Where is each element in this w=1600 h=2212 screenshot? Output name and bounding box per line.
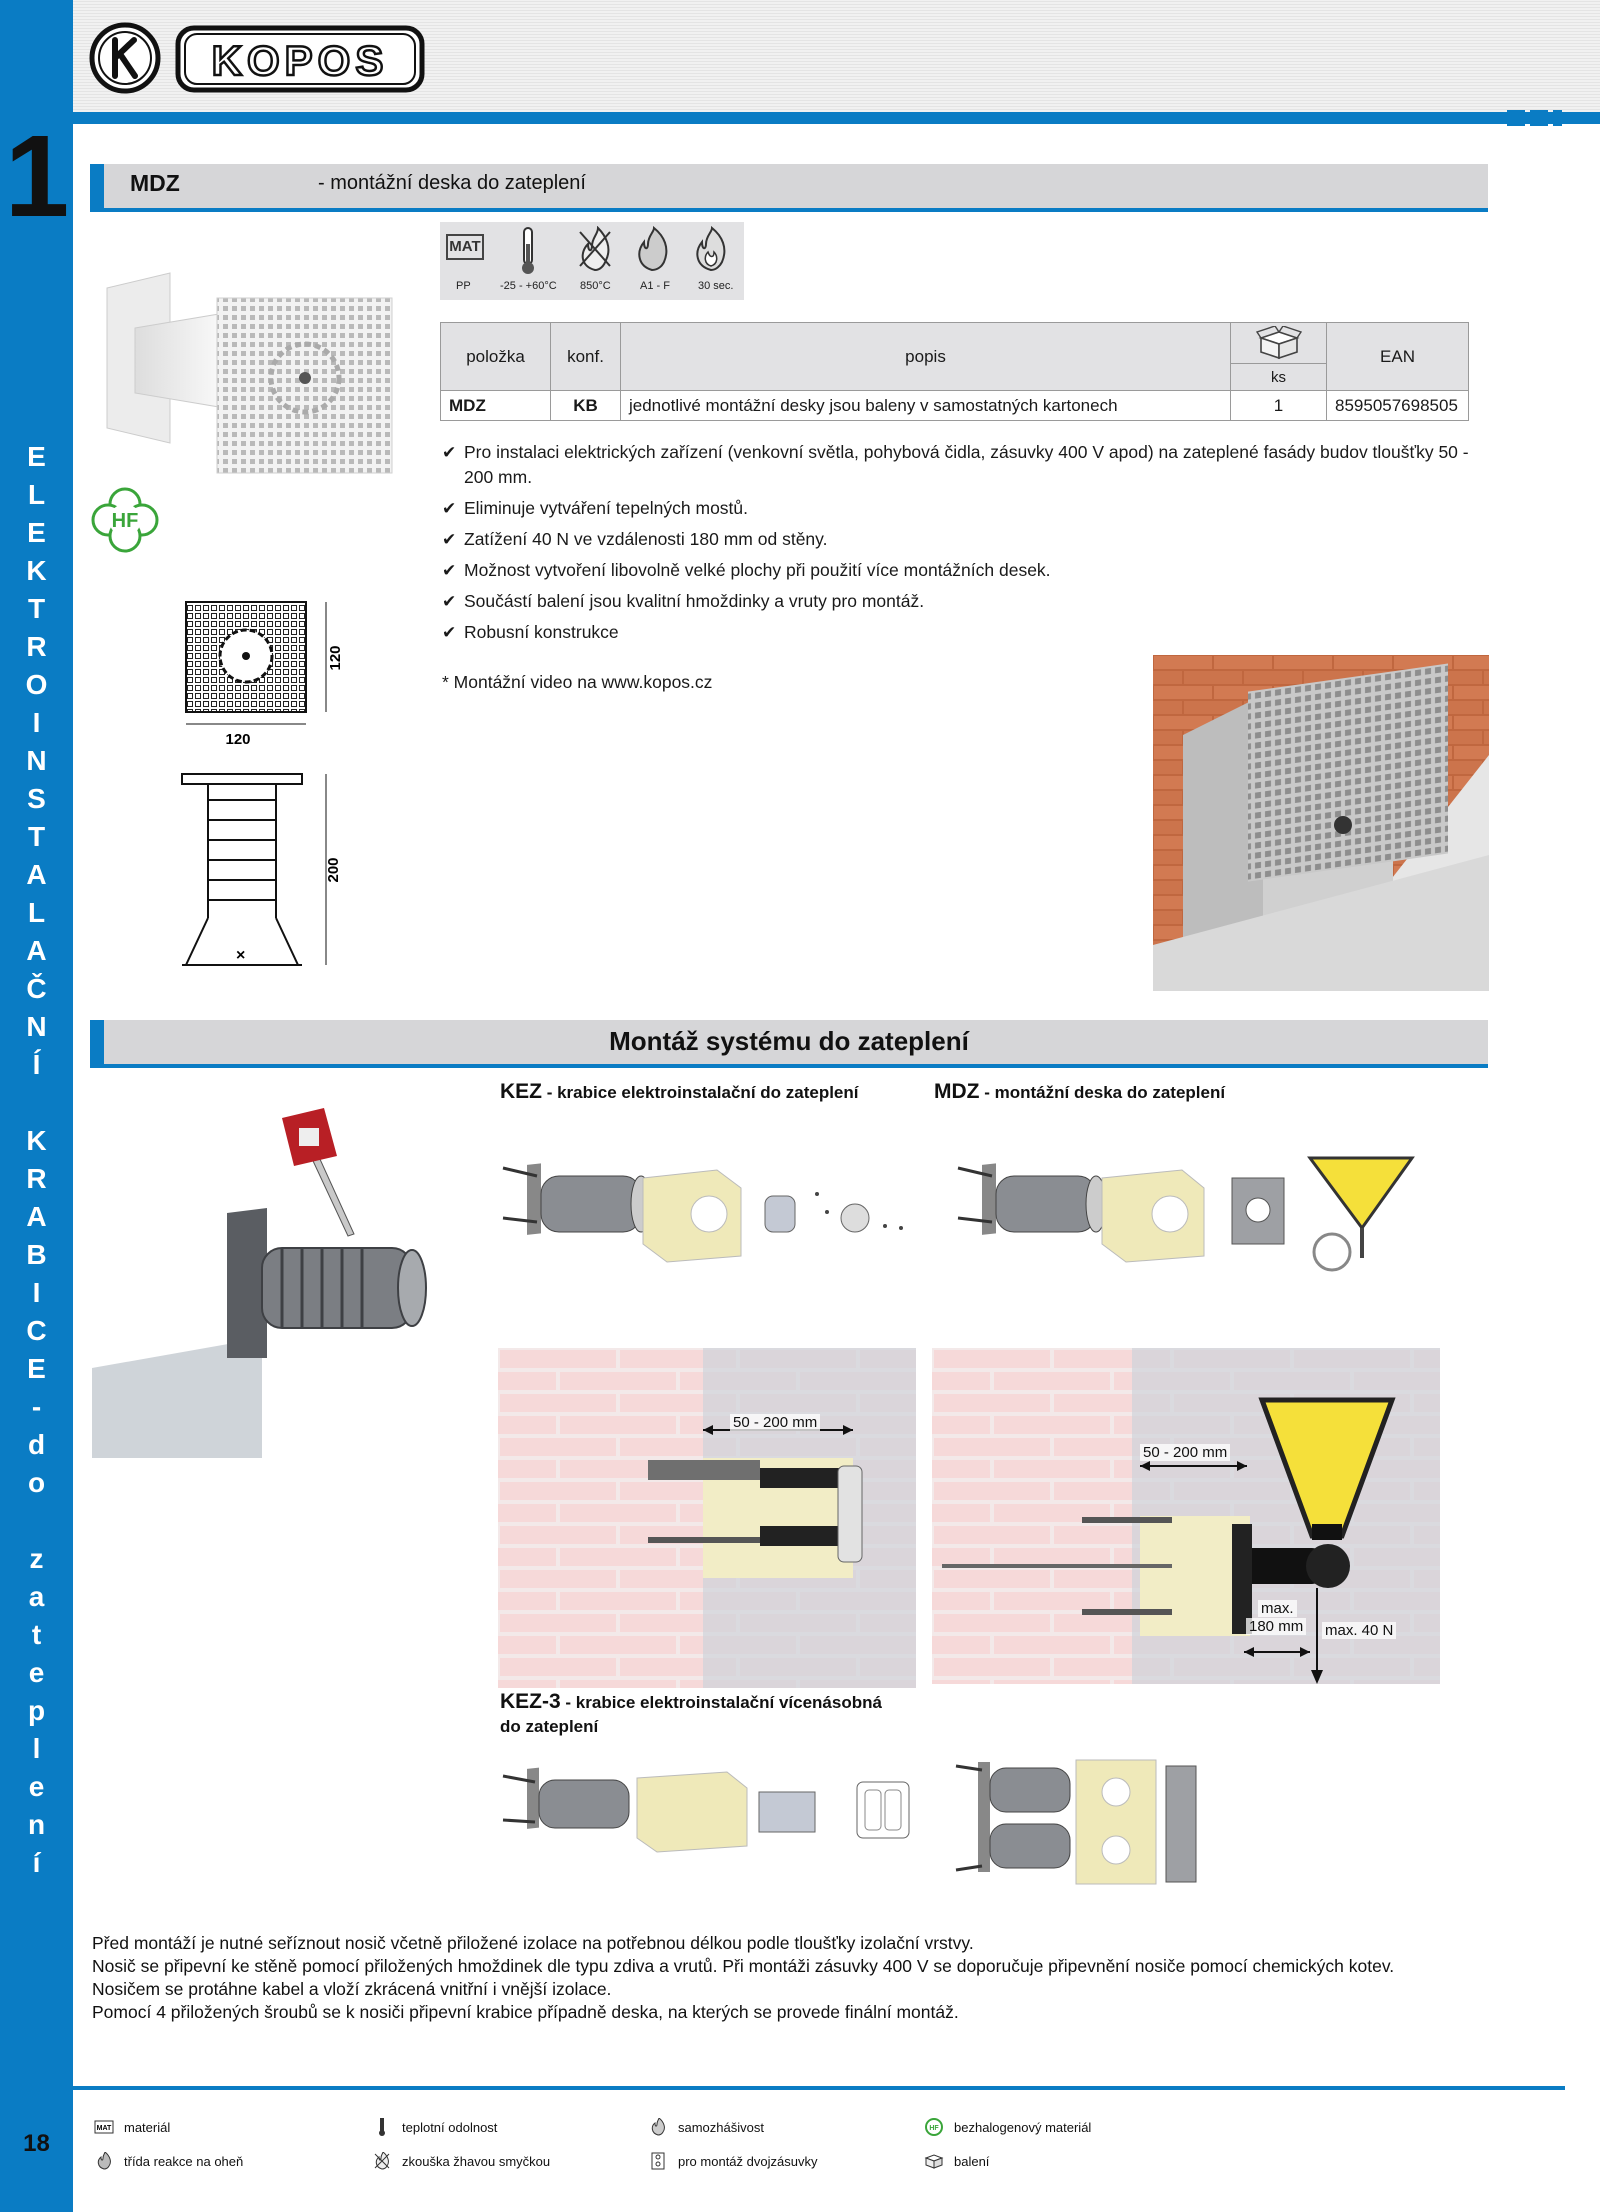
col-desc: popis: [621, 323, 1231, 391]
installed-photo: [1153, 655, 1489, 991]
sidebar-letter: e: [28, 1657, 45, 1688]
sidebar-letter: K: [26, 1125, 47, 1156]
mat-icon: [94, 2118, 114, 2136]
top-view-drawing: [178, 596, 348, 756]
sidebar-letter: í: [32, 1847, 41, 1878]
feature-list: [442, 440, 1492, 651]
material-value: PP: [456, 280, 471, 292]
svg-text:HF: HF: [929, 2125, 939, 2132]
hf-badge-text: HF: [111, 510, 139, 532]
product-table: [440, 322, 1469, 421]
fire-class-icon: [94, 2152, 114, 2170]
cell-conf: KB: [551, 391, 621, 421]
table-row: [441, 391, 1469, 421]
feature-item: ✔ Eliminuje vytváření tepelných mostů.: [442, 496, 1492, 521]
package-icon: [924, 2152, 944, 2170]
side-view-drawing: [178, 770, 348, 980]
double-socket-icon: [648, 2152, 668, 2170]
kez3-title: KEZ-3 - krabice elektroinstalační vícenásobná do zateplení: [500, 1690, 882, 1736]
sidebar-letter: S: [27, 783, 46, 814]
sidebar-letter: T: [27, 593, 46, 624]
header-rule: [73, 112, 1600, 124]
legend-material: MAT materiál: [94, 2118, 170, 2136]
assembly-title: Montáž systému do zateplení: [609, 1026, 969, 1056]
width-dimension: 120: [225, 731, 251, 748]
checkmark-icon: ✔: [442, 561, 457, 580]
max-distance-label: 180 mm: [1246, 1618, 1306, 1635]
sidebar-letter: R: [26, 1163, 47, 1194]
sidebar-letter: a: [28, 1581, 45, 1612]
feature-item: ✔ Pro instalaci elektrických zařízení (venkovní světla, pohybová čidla, zásuvky 400 V apod) na zateplené fasády budov tloušťky 50 - 200 mm.: [442, 442, 1469, 487]
sidebar-letter: A: [26, 859, 47, 890]
feature-item: ✔ Součástí balení jsou kvalitní hmoždinky a vruty pro montáž.: [442, 589, 1492, 614]
feature-item: ✔ Robusní konstrukce: [442, 620, 1492, 645]
col-conf: konf.: [551, 323, 621, 391]
svg-text:MAT: MAT: [96, 2125, 112, 2132]
sidebar-letter: z: [29, 1543, 44, 1574]
product-description: - montážní deska do zateplení: [318, 172, 586, 194]
sidebar-letter: -: [31, 1391, 42, 1422]
glow-wire-temp: 850°C: [580, 280, 611, 292]
kez-exploded-view: [497, 1148, 917, 1278]
sidebar-letter: A: [26, 1201, 47, 1232]
sidebar-letter: E: [27, 1353, 46, 1384]
fire-class-icon: [632, 226, 672, 272]
sidebar-letter: O: [25, 669, 48, 700]
sidebar-letter: K: [26, 555, 47, 586]
sidebar-letter: L: [27, 897, 46, 928]
col-qty: ks: [1231, 364, 1327, 391]
checkmark-icon: ✔: [442, 592, 457, 611]
sidebar-letter: l: [32, 1733, 41, 1764]
mdz-exploded-view: [952, 1148, 1422, 1308]
mdz-double-exploded-view: [952, 1752, 1212, 1892]
range-label-kez: 50 - 200 mm: [730, 1414, 820, 1431]
brand-logo: [88, 20, 428, 96]
self-extinguish-time: 30 sec.: [698, 280, 734, 292]
sidebar-letter: A: [26, 935, 47, 966]
sidebar-letter: B: [26, 1239, 47, 1270]
height-dimension: 120: [327, 645, 344, 671]
sidebar-title: [0, 438, 73, 1882]
cell-ean: 8595057698505: [1327, 391, 1469, 421]
sidebar-letter: I: [32, 1277, 41, 1308]
sidebar-letter: E: [27, 441, 46, 472]
package-icon-cell: [1231, 323, 1327, 364]
legend-halogen-free: HF bezhalogenový materiál: [924, 2118, 1091, 2136]
header-squares: [1507, 110, 1562, 126]
checkmark-icon: ✔: [442, 623, 457, 642]
material-icon-strip: [440, 222, 744, 300]
chapter-number: 1: [4, 111, 64, 241]
checkmark-icon: ✔: [442, 443, 457, 462]
sidebar-letter: Í: [32, 1049, 41, 1080]
cell-qty: 1: [1231, 391, 1327, 421]
thermometer-icon: [516, 226, 540, 276]
fire-class: A1 - F: [640, 280, 670, 292]
legend-self-extinguishing: samozhášivost: [648, 2118, 764, 2136]
carrier-with-cutter-photo: [92, 1108, 472, 1458]
range-label-mdz: 50 - 200 mm: [1140, 1444, 1230, 1461]
feature-item: ✔ Zatížení 40 N ve vzdálenosti 180 mm od stěny.: [442, 527, 1492, 552]
depth-dimension: 200: [325, 857, 342, 883]
legend-package: balení: [924, 2152, 989, 2170]
legend-fire-class: třída reakce na oheň: [94, 2152, 243, 2170]
self-extinguishing-icon: [648, 2118, 668, 2136]
sidebar-letter: N: [26, 1011, 47, 1042]
product-section-bar: [90, 164, 1488, 212]
mat-icon: MAT: [446, 234, 484, 260]
feature-item: ✔ Možnost vytvoření libovolně velké plochy při použití více montážních desek.: [442, 558, 1492, 583]
sidebar-letter: I: [32, 707, 41, 738]
temperature-range: -25 - +60°C: [500, 280, 557, 292]
sidebar-letter: R: [26, 631, 47, 662]
sidebar-letter: o: [27, 1467, 46, 1498]
svg-text:×: ×: [236, 947, 246, 964]
legend-double-socket: pro montáž dvojzásuvky: [648, 2152, 817, 2170]
self-extinguishing-icon: [690, 226, 732, 272]
kez-cross-section: [498, 1348, 916, 1688]
sidebar-letter: N: [26, 745, 47, 776]
glow-wire-icon: [372, 2152, 392, 2170]
col-ean: EAN: [1327, 323, 1469, 391]
sidebar-letter: t: [31, 1619, 42, 1650]
page-number: 18: [23, 2130, 50, 2157]
cell-item: MDZ: [441, 391, 551, 421]
kez-title: KEZ - krabice elektroinstalační do zateplení: [500, 1080, 859, 1103]
video-note: * Montážní video na www.kopos.cz: [442, 672, 713, 692]
sidebar-letter: e: [28, 1771, 45, 1802]
sidebar-letter: n: [27, 1809, 46, 1840]
installation-instructions: Před montáží je nutné seříznout nosič včetně přiložené izolace na potřebnou délkou podle tloušťky izolační vrstvy. Nosič se připevní ke stěně pomocí přiložených hmoždinek dle typu zdiva a vrutů. Při montáži zásuvky 400 V se doporučuje připevnění nosiče pomocí chemických kotev. Nosičem se protáhne kabel a vloží zkrácená vnitřní i vnější izolace. Pomocí 4 přiložených šroubů se k nosiči připevní krabice případně deska, na kterých se provede finální montáž.: [92, 1933, 1395, 2022]
sidebar-letter: d: [27, 1429, 46, 1460]
kez3-exploded-view: [497, 1758, 917, 1868]
halogen-free-badge: [90, 486, 160, 554]
sidebar-letter: E: [27, 517, 46, 548]
sidebar-letter: L: [27, 479, 46, 510]
sidebar-letter: C: [26, 1315, 47, 1346]
product-code: MDZ: [130, 170, 180, 196]
glow-wire-icon: [574, 226, 616, 272]
sidebar-letter: T: [27, 821, 46, 852]
thermometer-icon: [372, 2118, 392, 2136]
halogen-free-icon: [924, 2118, 944, 2136]
footer-rule: [73, 2086, 1565, 2090]
mdz-assembly-title: MDZ - montážní deska do zateplení: [934, 1080, 1226, 1103]
max-load-label: max. 40 N: [1322, 1622, 1396, 1639]
legend-temperature: teplotní odolnost: [372, 2118, 497, 2136]
package-icon: [1255, 326, 1303, 360]
sidebar-letter: Č: [26, 973, 47, 1004]
legend-glow-wire: zkouška žhavou smyčkou: [372, 2152, 550, 2170]
max-label: max.: [1258, 1600, 1297, 1617]
sidebar-letter: p: [27, 1695, 46, 1726]
col-item: položka: [441, 323, 551, 391]
checkmark-icon: ✔: [442, 530, 457, 549]
brand-name: KOPOS: [211, 37, 389, 84]
checkmark-icon: ✔: [442, 499, 457, 518]
cell-desc: jednotlivé montážní desky jsou baleny v samostatných kartonech: [621, 391, 1231, 421]
